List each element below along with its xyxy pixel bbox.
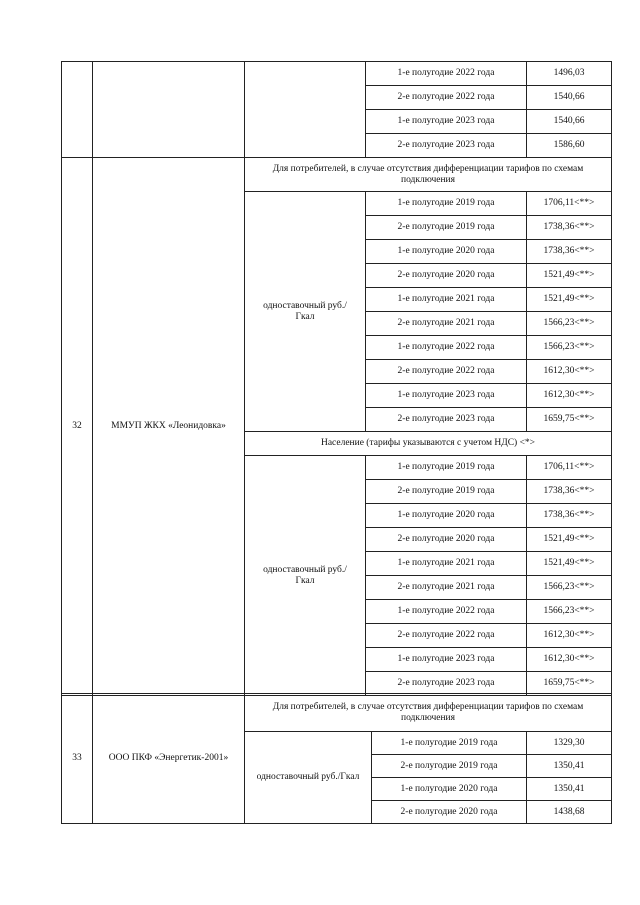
tariff-table-main — [61, 61, 612, 696]
value-cell: 1659,75<**> — [527, 672, 612, 696]
group-header-cell: Для потребителей, в случае отсутствия дифференциации тарифов по схемам подключения — [245, 158, 612, 192]
value-cell: 1350,41 — [527, 755, 612, 778]
org-name-cell: ООО ПКФ «Энергетик-2001» — [93, 694, 245, 824]
period-cell: 2-е полугодие 2023 года — [366, 134, 527, 158]
period-cell: 2-е полугодие 2021 года — [366, 312, 527, 336]
period-cell: 1-е полугодие 2021 года — [366, 288, 527, 312]
tariff-type-cell: одноставочный руб./Гкал — [245, 192, 366, 432]
org-name-cell — [93, 62, 245, 158]
period-cell: 1-е полугодие 2019 года — [366, 192, 527, 216]
value-cell: 1521,49<**> — [527, 528, 612, 552]
period-cell: 2-е полугодие 2020 года — [372, 801, 527, 824]
period-cell: 1-е полугодие 2020 года — [372, 778, 527, 801]
period-cell: 1-е полугодие 2019 года — [372, 732, 527, 755]
period-cell: 2-е полугодие 2020 года — [366, 264, 527, 288]
group-header-cell: Население (тарифы указываются с учетом НДС) <*> — [245, 432, 612, 456]
value-cell: 1521,49<**> — [527, 264, 612, 288]
value-cell: 1566,23<**> — [527, 576, 612, 600]
table-row — [62, 694, 612, 732]
period-cell: 1-е полугодие 2023 года — [366, 648, 527, 672]
value-cell: 1612,30<**> — [527, 384, 612, 408]
value-cell: 1566,23<**> — [527, 600, 612, 624]
value-cell: 1612,30<**> — [527, 648, 612, 672]
period-cell: 2-е полугодие 2023 года — [366, 672, 527, 696]
value-cell: 1738,36<**> — [527, 504, 612, 528]
value-cell: 1659,75<**> — [527, 408, 612, 432]
period-cell: 2-е полугодие 2023 года — [366, 408, 527, 432]
value-cell: 1738,36<**> — [527, 240, 612, 264]
tariff-type-cell: одноставочный руб./Гкал — [245, 732, 372, 824]
period-cell: 1-е полугодие 2022 года — [366, 62, 527, 86]
tariff-type-cell: одноставочный руб./Гкал — [245, 456, 366, 696]
table-row — [62, 158, 612, 192]
period-cell: 1-е полугодие 2021 года — [366, 552, 527, 576]
row-number-cell: 33 — [62, 694, 93, 824]
period-cell: 2-е полугодие 2019 года — [366, 216, 527, 240]
period-cell: 2-е полугодие 2020 года — [366, 528, 527, 552]
period-cell: 2-е полугодие 2022 года — [366, 624, 527, 648]
period-cell: 1-е полугодие 2022 года — [366, 336, 527, 360]
org-name-cell: ММУП ЖКХ «Леонидовка» — [93, 158, 245, 696]
value-cell: 1612,30<**> — [527, 360, 612, 384]
period-cell: 1-е полугодие 2019 года — [366, 456, 527, 480]
value-cell: 1438,68 — [527, 801, 612, 824]
value-cell: 1350,41 — [527, 778, 612, 801]
value-cell: 1329,30 — [527, 732, 612, 755]
value-cell: 1706,11<**> — [527, 456, 612, 480]
tariff-table-org33 — [61, 693, 612, 824]
period-cell: 1-е полугодие 2022 года — [366, 600, 527, 624]
period-cell: 2-е полугодие 2022 года — [366, 360, 527, 384]
value-cell: 1540,66 — [527, 86, 612, 110]
period-cell: 2-е полугодие 2021 года — [366, 576, 527, 600]
period-cell: 1-е полугодие 2020 года — [366, 240, 527, 264]
period-cell: 1-е полугодие 2023 года — [366, 110, 527, 134]
value-cell: 1496,03 — [527, 62, 612, 86]
value-cell: 1706,11<**> — [527, 192, 612, 216]
period-cell: 2-е полугодие 2019 года — [366, 480, 527, 504]
row-number-cell: 32 — [62, 158, 93, 696]
period-cell: 2-е полугодие 2019 года — [372, 755, 527, 778]
value-cell: 1540,66 — [527, 110, 612, 134]
period-cell: 2-е полугодие 2022 года — [366, 86, 527, 110]
value-cell: 1738,36<**> — [527, 480, 612, 504]
value-cell: 1586,60 — [527, 134, 612, 158]
row-number-cell — [62, 62, 93, 158]
value-cell: 1612,30<**> — [527, 624, 612, 648]
value-cell: 1521,49<**> — [527, 552, 612, 576]
table-row — [62, 62, 612, 86]
period-cell: 1-е полугодие 2020 года — [366, 504, 527, 528]
value-cell: 1521,49<**> — [527, 288, 612, 312]
period-cell: 1-е полугодие 2023 года — [366, 384, 527, 408]
value-cell: 1566,23<**> — [527, 336, 612, 360]
value-cell: 1566,23<**> — [527, 312, 612, 336]
group-header-cell: Для потребителей, в случае отсутствия дифференциации тарифов по схемам подключения — [245, 694, 612, 732]
tariff-type-cell — [245, 62, 366, 158]
value-cell: 1738,36<**> — [527, 216, 612, 240]
